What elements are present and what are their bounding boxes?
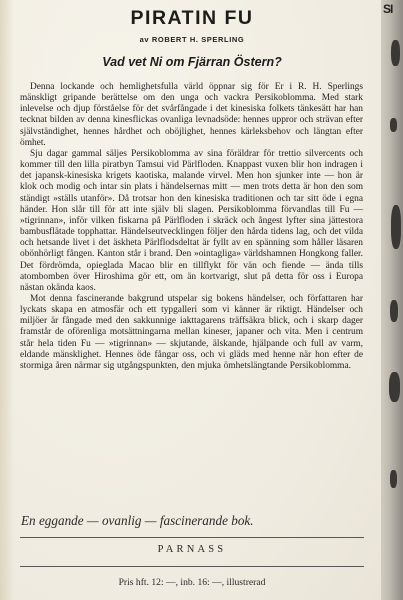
spine-edge-text: SI [383,2,393,16]
book-author: av ROBERT H. SPERLING [139,35,245,44]
top-divider [20,537,364,538]
blurb-paragraph: Mot denna fascinerande bakgrund utspelar sig bokens händelser, och författaren har lyckats skapa en atmosfär och ett typgalleri som vi känner är riktigt. Händelser och miljöer är fångade med den sakkunnige iakttagarens träffsäkra blick, och i skarp dager framstår de oförenliga motsättningarna mellan kineser, japaner och vita. Men i centrum står hela tiden Fu — »tigrinnan» — skjutande, älskande, hjälpande och full av varm, eldande mänsklighet. Hennes öde fångar oss, och vi gläds med henne när hon efter de stormiga åren närmar sig utgångspunkten, den mjuka ömhetslängtande Persikoblomma. [20,293,363,371]
publisher-name: PARNASS [157,544,227,555]
tagline: Vad vet Ni om Fjärran Östern? [102,55,282,69]
blurb-paragraph: Denna lockande och hemlighetsfulla värld öppnar sig för Er i R. H. Sperlings mänskligt gripande berättelse om den unga och vackra Persikoblomma. Med stark inlevelse och djup förståelse för det svårfångade i det kinesiska folkets tänkesätt har han tecknat bilden av denna kinesflickas ovanliga levnadsöde: hennes uppror och strävan efter självständighet, hennes hårdhet och oböjlighet, hennes kärleksbehov och längtan efter ömhet. [20,82,363,148]
book-title: PIRATIN FU [130,7,254,29]
adjacent-book-edge [381,0,403,600]
paper-stain [0,0,14,600]
price-line: Pris hft. 12: —, inb. 16: —, illustrerad [118,577,266,588]
blurb-text [20,82,363,372]
blurb-paragraph: Sju dagar gammal säljes Persikoblomma av sina föräldrar för trettio silvercents och kommer till den lilla piratbyn Tamsui vid Pärlfloden. Knappast vuxen blir hon indragen i det japansk-kinesiska krigets kaotiska, malande virvel. Men hon sjunker inte — hon är klok och modig och intar sin plats i händelsernas mitt — men trots detta är hon den som ständigt »ställs utanför». Då trotsar hon den kinesiska traditionen och tar sitt öde i egna händer. Hon slår till för att inte själv bli slagen. Persikoblomma förvandlas till Fu — »tigrinnan», inför vilken fiskarna på Pärlfloden i skräck och ångest lyfter sina jättestora bambusflätade topphattar. Händelseutvecklingen följer den hårda tidens lag, och det vilda och hetsande livet i det äskheta Pärlflodsdeltat är fyllt av en spänning som håller läsaren obönhörligt fången. Kanton står i brand. Den »ointagliga» världshamnen Hongkong faller. Det fördrömda, opieglada Macao blir en tillflykt för vän och fiende — ända tills atombomben över Hiroshima gör ett, om än kortvarigt, slut på detta för oss i Europa nästan okända kaos. [20,148,363,293]
bottom-divider [20,566,364,567]
closing-line: En eggande — ovanlig — fascinerande bok. [21,513,254,528]
